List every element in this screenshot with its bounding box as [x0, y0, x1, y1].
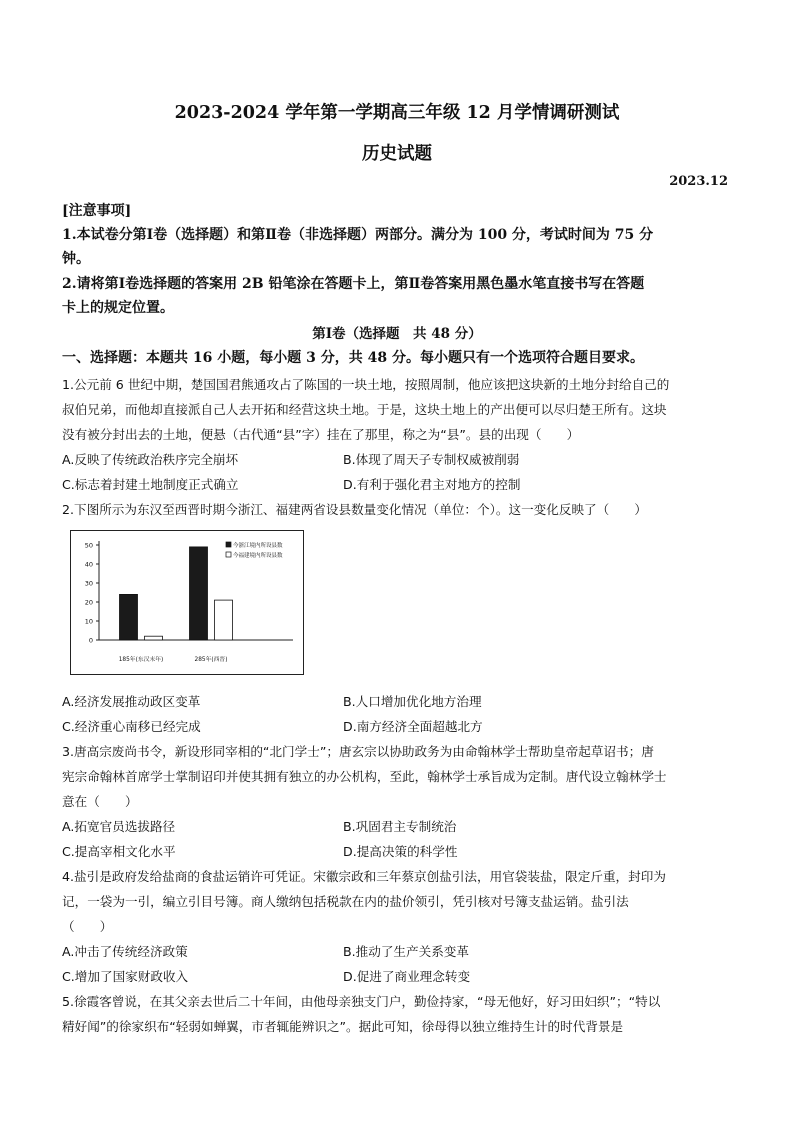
section-title: 第Ⅰ卷（选择题 共 48 分） [312, 326, 482, 342]
question-1-option-b[interactable]: B.体现了周天子专制权威被削弱 [343, 452, 520, 467]
bar-fujian-0 [145, 636, 163, 640]
exam-date: 2023.12 [669, 174, 728, 189]
legend-swatch [226, 542, 231, 547]
y-tick-label: 20 [84, 598, 93, 607]
question-4-option-c[interactable]: C.增加了国家财政收入 [62, 969, 189, 984]
notice-item-1: 1.本试卷分第Ⅰ卷（选择题）和第Ⅱ卷（非选择题）两部分。满分为 100 分，考试时间为 75 分 [62, 227, 654, 243]
question-1-option-d[interactable]: D.有利于强化君主对地方的控制 [343, 477, 521, 492]
question-3-line-3: 意在（ ） [62, 794, 138, 809]
question-4-line-2: 记，一袋为一引，编立引目号簿。商人缴纳包括税款在内的盐价领引，凭引核对号簿支盐运销。盐引法 [62, 894, 629, 909]
question-5-line-2: 精好闻”的徐家织布“轻弱如蝉翼，市者辄能辨识之”。据此可知，徐母得以独立维持生计的时代背景是 [62, 1019, 624, 1034]
question-3-line-2: 宪宗命翰林首席学士掌制诏印并使其拥有独立的办公机构，至此，翰林学士承旨成为定制。唐代设立翰林学士 [62, 769, 667, 784]
question-4-option-d[interactable]: D.促进了商业理念转变 [343, 969, 471, 984]
chart-bars [120, 547, 233, 640]
chart-x-labels [119, 655, 228, 663]
exam-title: 2023-2024 学年第一学期高三年级 12 月学情调研测试 [174, 103, 620, 123]
question-3-option-d[interactable]: D.提高决策的科学性 [343, 844, 458, 859]
exam-subtitle: 历史试题 [362, 144, 432, 164]
question-4-option-a[interactable]: A.冲击了传统经济政策 [62, 944, 188, 959]
y-tick-label: 0 [88, 636, 93, 645]
question-3-option-a[interactable]: A.拓宽官员选拔路径 [62, 819, 176, 834]
question-3-option-c[interactable]: C.提高宰相文化水平 [62, 844, 176, 859]
question-1-option-c[interactable]: C.标志着封建土地制度正式确立 [62, 477, 239, 492]
question-1-line-3: 没有被分封出去的土地，便悬（古代通“县”字）挂在了那里，称之为“县”。县的出现（ ） [62, 427, 580, 442]
notice-item-2-cont: 卡上的规定位置。 [62, 300, 174, 316]
notice-item-2: 2.请将第Ⅰ卷选择题的答案用 2B 铅笔涂在答题卡上，第Ⅱ卷答案用黑色墨水笔直接书写在答题 [62, 276, 645, 292]
legend-label: 今福建境内所设县数 [233, 553, 283, 559]
x-category-label: 285年(西晋) [194, 657, 228, 663]
x-category-label: 185年(东汉末年) [118, 657, 164, 663]
county-count-chart [70, 530, 304, 675]
question-2-option-c[interactable]: C.经济重心南移已经完成 [62, 719, 201, 734]
legend-label: 今浙江境内所设县数 [233, 543, 283, 549]
question-3-option-b[interactable]: B.巩固君主专制统治 [343, 819, 457, 834]
bar-chart [71, 531, 303, 674]
bar-zhejiang-1 [190, 547, 208, 640]
y-tick-label: 10 [84, 617, 93, 626]
question-2-option-a[interactable]: A.经济发展推动政区变革 [62, 694, 201, 709]
legend-swatch [226, 552, 231, 557]
question-2-line-1: 2.下图所示为东汉至西晋时期今浙江、福建两省设县数量变化情况（单位：个）。这一变化反映了（ ） [62, 502, 648, 517]
y-tick-label: 40 [84, 560, 93, 569]
chart-legend [226, 541, 283, 559]
bar-zhejiang-0 [120, 594, 138, 640]
bar-fujian-1 [215, 600, 233, 640]
question-4-line-3: （ ） [62, 919, 113, 934]
question-2-option-d[interactable]: D.南方经济全面超越北方 [343, 719, 483, 734]
notice-heading: [注意事项] [62, 203, 132, 219]
question-5-line-1: 5.徐霞客曾说，在其父亲去世后二十年间，由他母亲独支门户，勤俭持家，“母无他好，好习田妇织”；“特以 [62, 994, 661, 1009]
y-tick-label: 30 [84, 579, 93, 588]
y-tick-label: 50 [84, 541, 93, 550]
question-3-line-1: 3.唐高宗废尚书令，新设形同宰相的“北门学士”；唐玄宗以协助政务为由命翰林学士帮助皇帝起草诏书；唐 [62, 744, 654, 759]
question-1-line-2: 叔伯兄弟，而他却直接派自己人去开拓和经营这块土地。于是，这块土地上的产出便可以尽归楚王所有。这块 [62, 402, 667, 417]
question-1-option-a[interactable]: A.反映了传统政治秩序完全崩坏 [62, 452, 239, 467]
question-4-line-1: 4.盐引是政府发给盐商的食盐运销许可凭证。宋徽宗政和三年蔡京创盐引法，用官袋装盐，限定斤重，封印为 [62, 869, 666, 884]
question-1-line-1: 1.公元前 6 世纪中期，楚国国君熊通攻占了陈国的一块土地，按照周制，他应该把这块新的土地分封给自己的 [62, 377, 670, 392]
notice-item-1-cont: 钟。 [62, 251, 90, 267]
section-instruction: 一、选择题：本题共 16 小题，每小题 3 分，共 48 分。每小题只有一个选项符合题目要求。 [62, 350, 644, 366]
question-2-option-b[interactable]: B.人口增加优化地方治理 [343, 694, 482, 709]
question-4-option-b[interactable]: B.推动了生产关系变革 [343, 944, 469, 959]
